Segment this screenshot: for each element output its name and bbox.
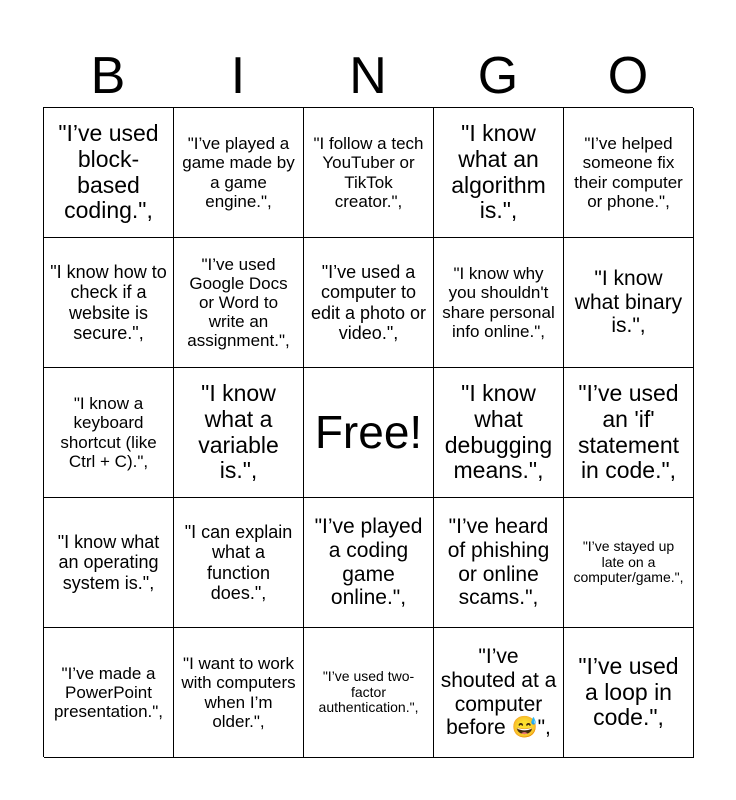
- cell-text: "I’ve used a loop in code.",: [578, 652, 679, 731]
- cell-text: "I know what an operating system is.",: [57, 532, 160, 593]
- free-text: Free!: [314, 405, 423, 458]
- header-letter-i: I: [230, 47, 246, 105]
- bingo-cell[interactable]: [564, 368, 694, 498]
- bingo-cell[interactable]: [564, 238, 694, 368]
- cell-text: "I’ve played a game made by a game engine.",: [182, 134, 295, 211]
- bingo-cell[interactable]: [44, 628, 174, 758]
- bingo-cell[interactable]: [44, 498, 174, 628]
- bingo-cell[interactable]: [44, 238, 174, 368]
- header-letter-o: O: [607, 47, 649, 105]
- cell-text: "I know what debugging means.",: [444, 380, 553, 484]
- cell-text: "I know why you shouldn't share personal info online.",: [442, 264, 555, 341]
- bingo-cell[interactable]: [174, 238, 304, 368]
- cell-text: "I’ve used an 'if' statement in code.",: [578, 380, 679, 484]
- bingo-cell[interactable]: [434, 108, 564, 238]
- cell-text: "I’ve used a computer to edit a photo or video.",: [310, 262, 427, 343]
- bingo-cell[interactable]: [434, 628, 564, 758]
- bingo-cell[interactable]: [174, 368, 304, 498]
- bingo-cell[interactable]: [174, 108, 304, 238]
- header-letter-b: B: [90, 47, 126, 105]
- cell-text: "I want to work with computers when I’m older.",: [181, 654, 296, 731]
- cell-text: "I follow a tech YouTuber or TikTok creator.",: [313, 134, 424, 211]
- bingo-cell[interactable]: [44, 108, 174, 238]
- bingo-cell[interactable]: [304, 498, 434, 628]
- cell-text: "I’ve used two-factor authentication.",: [318, 667, 419, 716]
- cell-text: "I’ve helped someone fix their computer or phone.",: [574, 134, 683, 211]
- bingo-cell[interactable]: [304, 238, 434, 368]
- cell-text: "I’ve used block-based coding.",: [58, 120, 159, 224]
- cell-text: "I know what an algorithm is.",: [451, 120, 546, 224]
- cell-text: "I’ve played a coding game online.",: [314, 515, 423, 610]
- bingo-cell[interactable]: [174, 628, 304, 758]
- bingo-cell[interactable]: [564, 498, 694, 628]
- header-letter-n: N: [349, 47, 387, 105]
- bingo-cell[interactable]: [304, 108, 434, 238]
- bingo-cell[interactable]: [434, 498, 564, 628]
- bingo-cell[interactable]: [564, 108, 694, 238]
- bingo-cell[interactable]: [564, 628, 694, 758]
- cell-text: "I can explain what a function does.",: [184, 522, 293, 603]
- header-letter-g: G: [477, 47, 519, 105]
- bingo-board: [43, 107, 693, 757]
- cell-text: "I’ve stayed up late on a computer/game.",: [573, 537, 684, 586]
- bingo-header: [43, 45, 693, 107]
- bingo-cell[interactable]: [304, 628, 434, 758]
- bingo-cell[interactable]: [434, 368, 564, 498]
- cell-text: "I know what binary is.",: [574, 267, 683, 338]
- cell-text: "I know what a variable is.",: [198, 380, 279, 484]
- bingo-cell[interactable]: [44, 368, 174, 498]
- free-cell[interactable]: [304, 368, 434, 498]
- cell-text: "I know how to check if a website is secure.",: [50, 262, 167, 343]
- bingo-cell[interactable]: [434, 238, 564, 368]
- cell-text: "I’ve heard of phishing or online scams.",: [447, 515, 550, 610]
- cell-text: "I’ve made a PowerPoint presentation.",: [53, 663, 164, 722]
- cell-text: "I know a keyboard shortcut (like Ctrl + C).",: [60, 394, 157, 471]
- bingo-cell[interactable]: [174, 498, 304, 628]
- cell-text: "I’ve used Google Docs or Word to write an assignment.",: [187, 254, 290, 351]
- cell-text: "I’ve shouted at a computer before 😅",: [440, 645, 557, 740]
